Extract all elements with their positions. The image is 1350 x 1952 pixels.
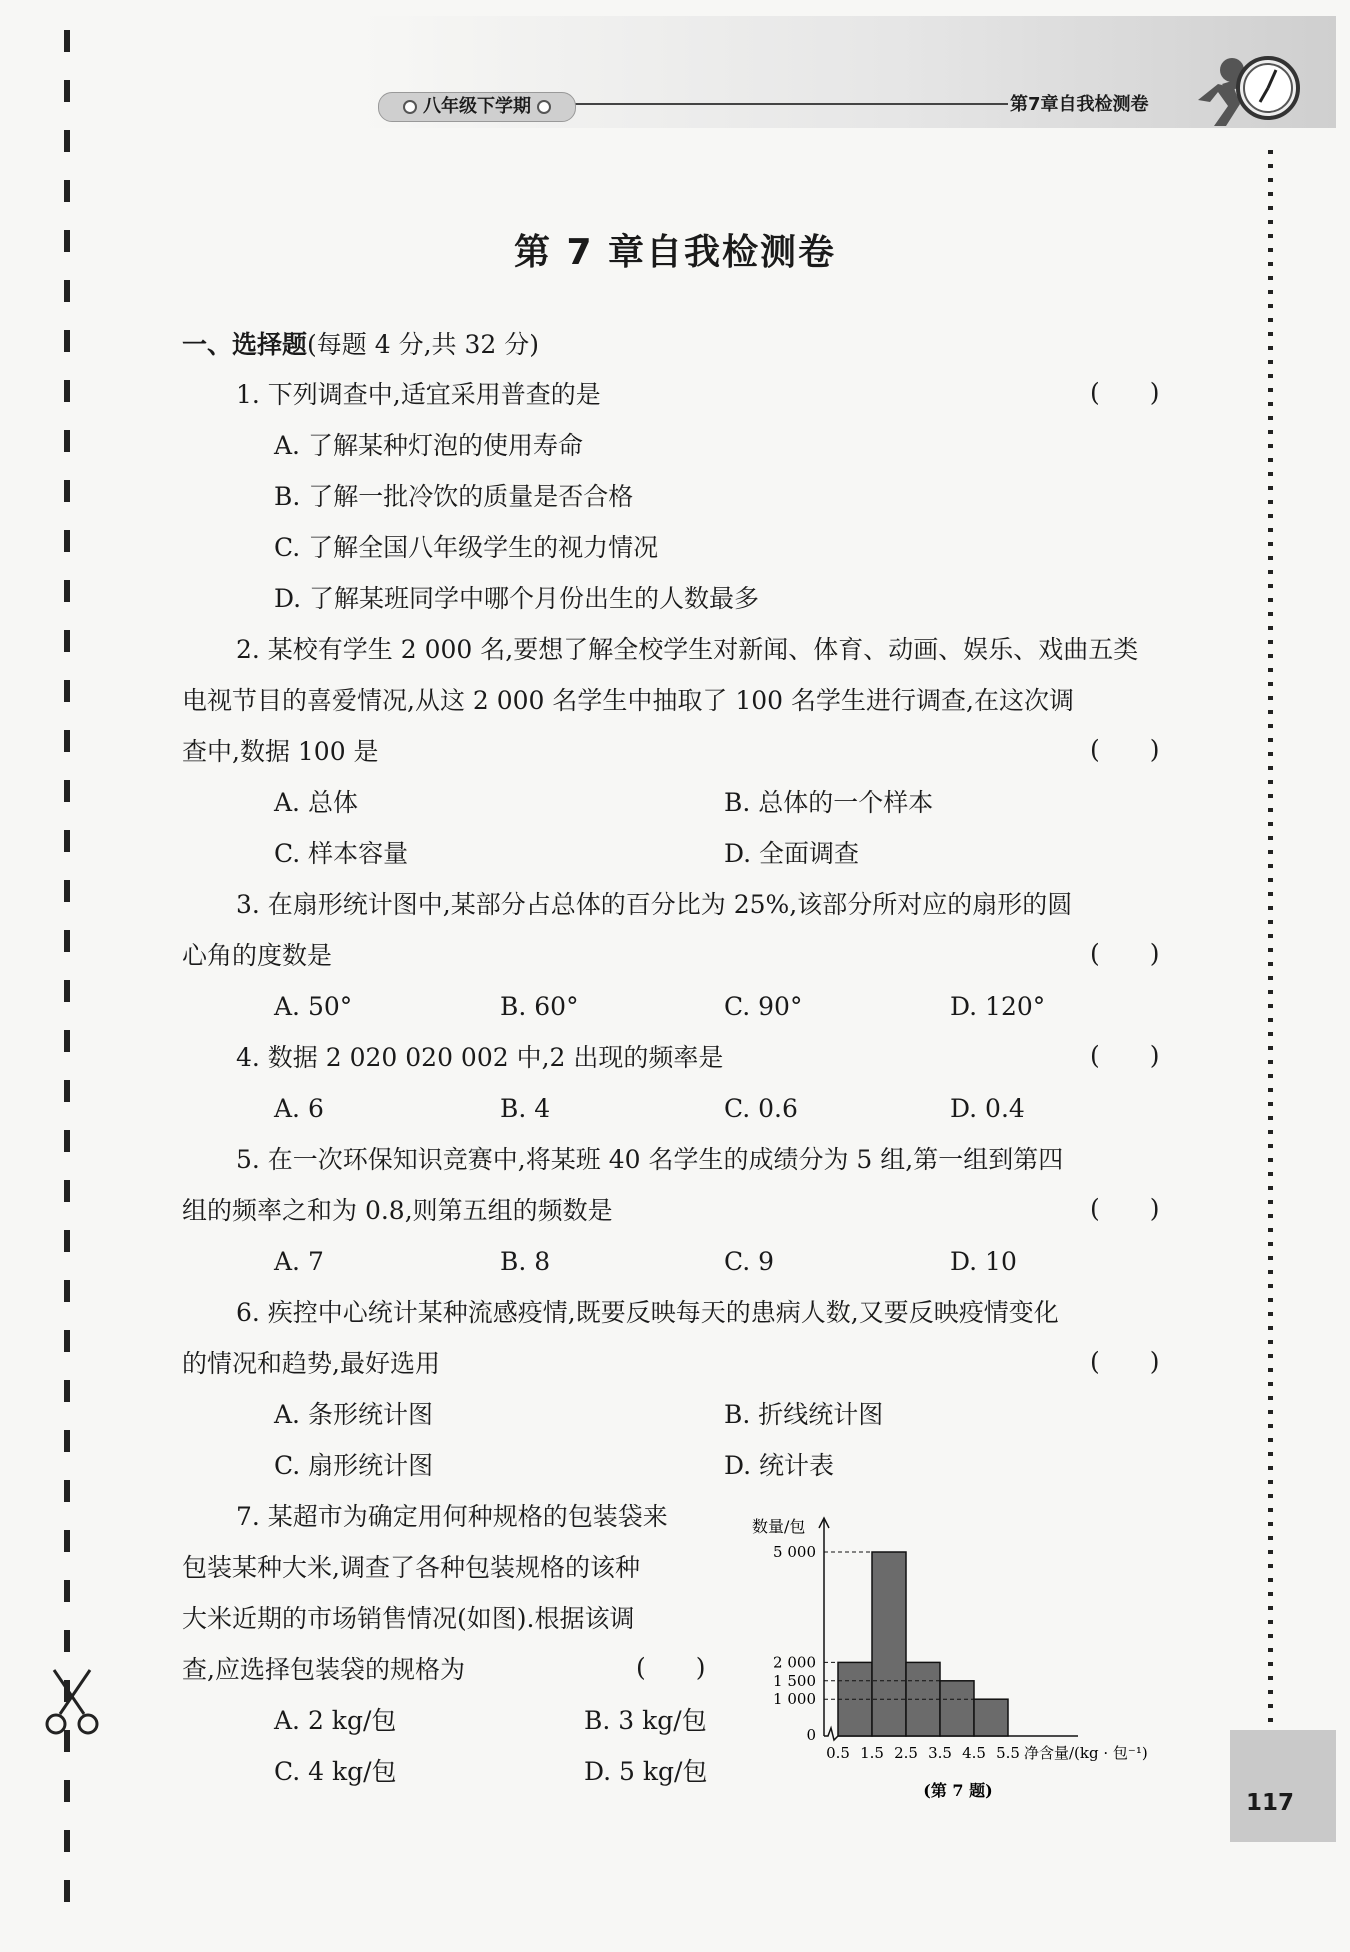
q2-option-d: D. 全面调查 [724,839,860,868]
page-number: 117 [1245,1790,1294,1816]
q3-option-c: C. 90° [724,992,803,1021]
q2-option-b: B. 总体的一个样本 [724,788,934,817]
q3-stem-line2: 心角的度数是 [182,941,333,970]
cut-line [64,30,70,1930]
q6-option-c: C. 扇形统计图 [274,1451,434,1480]
section-note: (每题 4 分,共 32 分) [307,330,539,359]
q4-option-b: B. 4 [500,1094,551,1123]
q7-histogram [740,1510,1180,1810]
q4-option-d: D. 0.4 [950,1094,1025,1123]
q5-option-b: B. 8 [500,1247,551,1276]
q3-option-b: B. 60° [500,992,579,1021]
q4-answer-paren[interactable]: ( ) [1090,1041,1160,1070]
bullet-icon [403,100,417,114]
q7-stem-line2: 包装某种大米,调查了各种包装规格的该种 [182,1553,640,1582]
section-heading [182,332,539,357]
section-label: 一、选择题 [182,330,308,359]
q1-option-c: C. 了解全国八年级学生的视力情况 [274,533,659,562]
q5-answer-paren[interactable]: ( ) [1090,1194,1160,1223]
q7-stem-line4: 查,应选择包装袋的规格为 [182,1655,465,1684]
q3-option-a: A. 50° [274,992,353,1021]
q3-option-d: D. 120° [950,992,1046,1021]
q2-stem-line3: 查中,数据 100 是 [182,737,379,766]
runner-clock-icon [1188,40,1304,130]
y-tick-label: 0 [806,1726,816,1744]
x-tick-label: 3.5 [928,1744,952,1762]
q2-stem-line1: 2. 某校有学生 2 000 名,要想了解全校学生对新闻、体育、动画、娱乐、戏曲五类 [236,635,1139,664]
q7-option-b: B. 3 kg/包 [584,1706,707,1735]
q6-option-a: A. 条形统计图 [274,1400,433,1429]
y-axis-label: 数量/包 [752,1517,806,1536]
q5-option-d: D. 10 [950,1247,1017,1276]
q7-stem-line3: 大米近期的市场销售情况(如图).根据该调 [182,1604,635,1633]
q7-stem-line1: 7. 某超市为确定用何种规格的包装袋来 [236,1502,668,1531]
x-tick-label: 2.5 [894,1744,918,1762]
y-tick-label: 1 500 [773,1671,816,1690]
header-rule [570,103,1008,105]
q7-option-d: D. 5 kg/包 [584,1757,708,1786]
q6-answer-paren[interactable]: ( ) [1090,1347,1160,1376]
q1-option-d: D. 了解某班同学中哪个月份出生的人数最多 [274,584,760,613]
q7-option-a: A. 2 kg/包 [274,1706,397,1735]
q4-stem: 4. 数据 2 020 020 002 中,2 出现的频率是 [236,1043,724,1072]
q7-answer-paren[interactable]: ( ) [636,1653,706,1682]
q1-option-a: A. 了解某种灯泡的使用寿命 [274,431,583,460]
q4-option-a: A. 6 [274,1094,324,1123]
q7-option-c: C. 4 kg/包 [274,1757,397,1786]
q6-stem-line2: 的情况和趋势,最好选用 [182,1349,440,1378]
dotted-margin-line [1268,150,1273,1730]
q5-stem-line2: 组的频率之和为 0.8,则第五组的频数是 [182,1196,613,1225]
q1-answer-paren[interactable]: ( ) [1090,378,1160,407]
q5-option-a: A. 7 [274,1247,324,1276]
q5-stem-line1: 5. 在一次环保知识竞赛中,将某班 40 名学生的成绩分为 5 组,第一组到第四 [236,1145,1064,1174]
q1-stem: 1. 下列调查中,适宜采用普查的是 [236,380,601,409]
q2-stem-line2: 电视节目的喜爱情况,从这 2 000 名学生中抽取了 100 名学生进行调查,在这次调 [182,686,1074,715]
scissors-icon [44,1668,100,1738]
q6-stem-line1: 6. 疾控中心统计某种流感疫情,既要反映每天的患病人数,又要反映疫情变化 [236,1298,1059,1327]
q2-answer-paren[interactable]: ( ) [1090,735,1160,764]
y-tick-label: 1 000 [773,1690,816,1709]
bullet-icon [537,100,551,114]
y-tick-label: 5 000 [773,1543,816,1561]
histogram-bar [974,1699,1008,1736]
q2-option-a: A. 总体 [274,788,358,817]
q3-answer-paren[interactable]: ( ) [1090,939,1160,968]
y-tick-label: 2 000 [773,1653,816,1672]
x-tick-label: 0.5 [826,1744,850,1762]
x-tick-label: 4.5 [962,1744,986,1762]
histogram-bar [872,1552,906,1736]
histogram-bar [940,1681,974,1736]
q1-option-b: B. 了解一批冷饮的质量是否合格 [274,482,634,511]
x-tick-label: 5.5 [996,1744,1020,1762]
chart-caption: (第 7 题) [923,1781,993,1800]
q6-option-d: D. 统计表 [724,1451,835,1480]
header-grade-text: 八年级下学期 [423,96,531,117]
x-axis-label: 净含量/(kg · 包⁻¹) [1024,1744,1148,1762]
q5-option-c: C. 9 [724,1247,775,1276]
page-title: 第 7 章自我检测卷 [513,232,837,273]
q6-option-b: B. 折线统计图 [724,1400,884,1429]
q3-stem-line1: 3. 在扇形统计图中,某部分占总体的百分比为 25%,该部分所对应的扇形的圆 [236,890,1073,919]
page-number-tab [1230,1730,1336,1842]
q2-option-c: C. 样本容量 [274,839,409,868]
q4-option-c: C. 0.6 [724,1094,798,1123]
x-tick-label: 1.5 [860,1744,884,1762]
header-grade-label [378,92,576,122]
header-chapter-label: 第7章自我检测卷 [1010,94,1149,115]
